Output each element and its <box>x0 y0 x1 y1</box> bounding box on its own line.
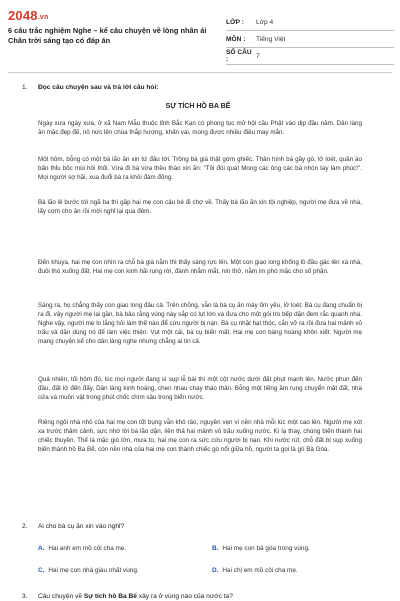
header-divider <box>8 72 392 73</box>
question-1-prompt: Đọc câu chuyện sau và trả lời câu hỏi: <box>38 84 159 91</box>
meta-value-class: Lớp 4 <box>256 18 274 26</box>
option-text: Hai anh em mồ côi cha mẹ. <box>48 545 127 552</box>
story-paragraph-5: Sáng ra, họ chẳng thấy con giao long đâu cả. Trên chõng, vẫn là bà cụ ăn mày ốm yếu, lở loét. Bà cụ đang chuẩn bị ra đi, vậy người mẹ lại gần, bà bảo rằng vùng này sắp có lụt lớn và đưa cho một gói tro bếp dặn đem rắc quanh nhà. Nghe vậy, người mẹ lo lắng hỏi làm thế nào để cứu người bị nạn. Bà cụ nhặt hạt thóc, cắn vỡ ra rồi đưa hai mảnh vỏ trấu và dặn dùng nó để làm việc thiện. Vụt một cái, bà cụ biến mất. Hai mẹ con bàng hoàng khôn xiết. Người mẹ mang chuyện kể cho dân làng nghe nhưng chẳng ai tin cả. <box>38 302 362 345</box>
option-text: Hai chị em mồ côi cha mẹ. <box>222 567 298 574</box>
logo-text: 2048 <box>8 8 38 23</box>
answer-option-b[interactable] <box>212 544 310 553</box>
meta-info-box <box>226 14 394 65</box>
option-letter: D. <box>212 567 219 574</box>
story-paragraph-2: Một hôm, bỗng có một bà lão ăn xin tứ đâu tới. Trông bà già thật gớm ghiếc. Thân hình bà gầy gò, lở loét, quần áo bẩn thỉu bốc mùi hôi thối. Vừa đi bà vừa thều thào xin ăn: "Tôi đói quá! Mong các ông các bà nhón tay làm phúc!". Mọi người sợ hãi, xua đuổi bà ra khỏi đám đông. <box>38 156 362 181</box>
question-2-prompt: Ai cho bà cụ ăn xin vào nghỉ? <box>38 523 125 530</box>
answer-option-c[interactable] <box>38 566 139 575</box>
site-logo[interactable] <box>8 8 48 23</box>
question-2-number: 2. <box>22 523 28 530</box>
logo-suffix: .vn <box>37 14 49 21</box>
meta-value-subject: Tiếng Việt <box>256 35 286 43</box>
title-line-2: Chân trời sáng tạo có đáp án <box>8 36 111 45</box>
story-paragraph-3: Bà lão lê bước tới ngã ba thì gặp hai mẹ con cậu bé đi chợ về. Thấy bà lão ăn xin tội nghiệp, người mẹ đưa về nhà, lấy cơm cho ăn rồi mời nghỉ lại qua đêm. <box>38 199 362 215</box>
answer-option-d[interactable] <box>212 566 298 575</box>
option-text: Hai mẹ con nhà giàu nhất vùng. <box>48 567 139 574</box>
question-3-prompt-end: xảy ra ở vùng nào của nước ta? <box>136 593 233 600</box>
option-letter: C. <box>38 567 45 574</box>
title-line-1: 6 câu trắc nghiệm Nghe – kể câu chuyện về lòng nhân ái <box>8 26 207 35</box>
option-letter: B. <box>212 545 219 552</box>
option-text: Hai mẹ con bà góa trong vùng. <box>222 545 310 552</box>
question-3-number: 3. <box>22 593 28 600</box>
answer-option-a[interactable] <box>38 544 126 553</box>
story-paragraph-7: Riêng ngôi nhà nhỏ của hai mẹ con tốt bụng vẫn khô ráo, nguyên vẹn vì nền nhà mỗi lúc một cao lên. Người mẹ xót xa trước thảm cảnh, sực nhớ lời bà lão dặn, liền thả hai mảnh vỏ trấu xuống nước. Kì lạ thay, chúng biến thành hai chiếc thuyền. Thế là mặc gió lớn, mưa to, hai mẹ con ra sức cứu người bị nạn. Khi nước rút, chỗ đất bị sụp xuống biến thành hồ Ba Bể, còn nền nhà của hai mẹ con thành chiếc gò nổi giữa hồ, người ta gọi là gò Bà Góa. <box>38 419 362 453</box>
story-paragraph-1: Ngày xưa ngày xưa, ở xã Nam Mẫu thuộc tỉnh Bắc Kạn có phong tục mở hội cầu Phật vào dịp đầu năm. Dân làng ăn mặc đẹp đẽ, nô nức lên chùa thắp hương, khấn vái, mong được nhiều điều may mắn. <box>38 120 362 136</box>
story-title: SỰ TÍCH HỒ BA BỂ <box>165 103 231 110</box>
meta-row-count <box>226 48 394 65</box>
meta-row-class <box>226 14 394 31</box>
option-letter: A. <box>38 545 45 552</box>
story-paragraph-4: Đến khuya, hai mẹ con nhìn ra chỗ bà già nằm thì thấy sáng rực lên. Một con giao long khổng lồ đầu gác lên xà nhà, đuôi thò xuống đất. Hai mẹ con kinh hãi rụng rời, đành nhắm mắt, nín thở, nằm im phó mặc cho số phận. <box>38 259 362 275</box>
meta-row-subject <box>226 31 394 48</box>
question-1-number: 1. <box>22 84 28 91</box>
meta-label-subject: MÔN : <box>226 35 246 43</box>
question-3-prompt-start: Câu chuyện về <box>38 593 84 600</box>
meta-value-count: 7 <box>256 52 260 60</box>
meta-label-count: SỐ CÂU : <box>226 49 252 63</box>
document-title <box>8 26 213 46</box>
story-paragraph-6: Quả nhiên, tối hôm đó, lúc mọi người đang sì sụp lễ bái thì một cột nước dưới đất phụt mạnh lên. Nước phun đến đâu, đất lở đến đấy. Dân làng kinh hoàng, chen nhau chạy tháo thân. Bỗng một tiếng ầm rung chuyển mặt đất, nhà cửa và muôn vật trong phút chốc chìm sâu trong biển nước. <box>38 376 362 401</box>
meta-label-class: LỚP : <box>226 18 244 26</box>
question-3-story-name: Sự tích hồ Ba Bể <box>83 593 137 600</box>
